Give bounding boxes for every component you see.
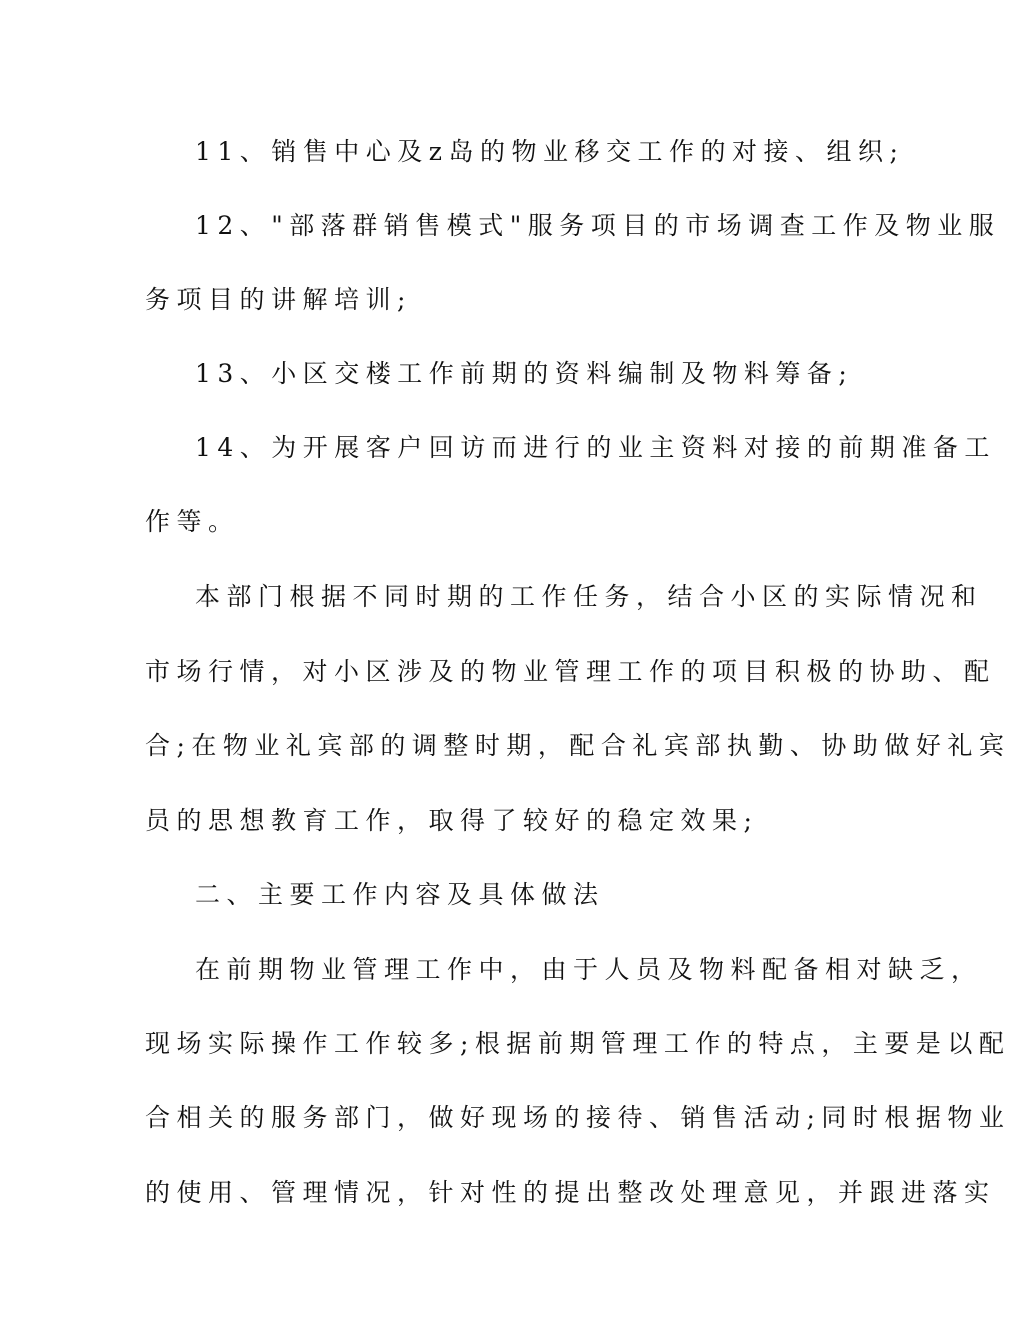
paragraph-2-line-1: 在前期物业管理工作中，由于人员及物料配备相对缺乏，	[195, 955, 983, 984]
list-item-12-line-1: 12、"部落群销售模式"服务项目的市场调查工作及物业服	[195, 211, 1001, 240]
paragraph-2-line-2: 现场实际操作工作较多;根据前期管理工作的特点，主要是以配	[145, 1029, 1010, 1058]
paragraph-2-line-4: 的使用、管理情况，针对性的提出整改处理意见，并跟进落实	[145, 1178, 996, 1207]
paragraph-2-line-3: 合相关的服务部门，做好现场的接待、销售活动;同时根据物业	[145, 1103, 1010, 1132]
paragraph-1-line-3: 合;在物业礼宾部的调整时期，配合礼宾部执勤、协助做好礼宾	[145, 731, 1010, 760]
list-item-11: 11、销售中心及z岛的物业移交工作的对接、组织;	[195, 137, 905, 166]
list-item-13: 13、小区交楼工作前期的资料编制及物料筹备;	[195, 359, 854, 388]
paragraph-1-line-4: 员的思想教育工作，取得了较好的稳定效果;	[145, 806, 759, 835]
list-item-14-line-2: 作等。	[145, 507, 240, 536]
list-item-14-line-1: 14、为开展客户回访而进行的业主资料对接的前期准备工	[195, 433, 996, 462]
section-heading: 二、主要工作内容及具体做法	[195, 880, 605, 909]
list-item-12-line-2: 务项目的讲解培训;	[145, 285, 412, 314]
paragraph-1-line-2: 市场行情，对小区涉及的物业管理工作的项目积极的协助、配	[145, 657, 996, 686]
paragraph-1-line-1: 本部门根据不同时期的工作任务，结合小区的实际情况和	[195, 582, 983, 611]
